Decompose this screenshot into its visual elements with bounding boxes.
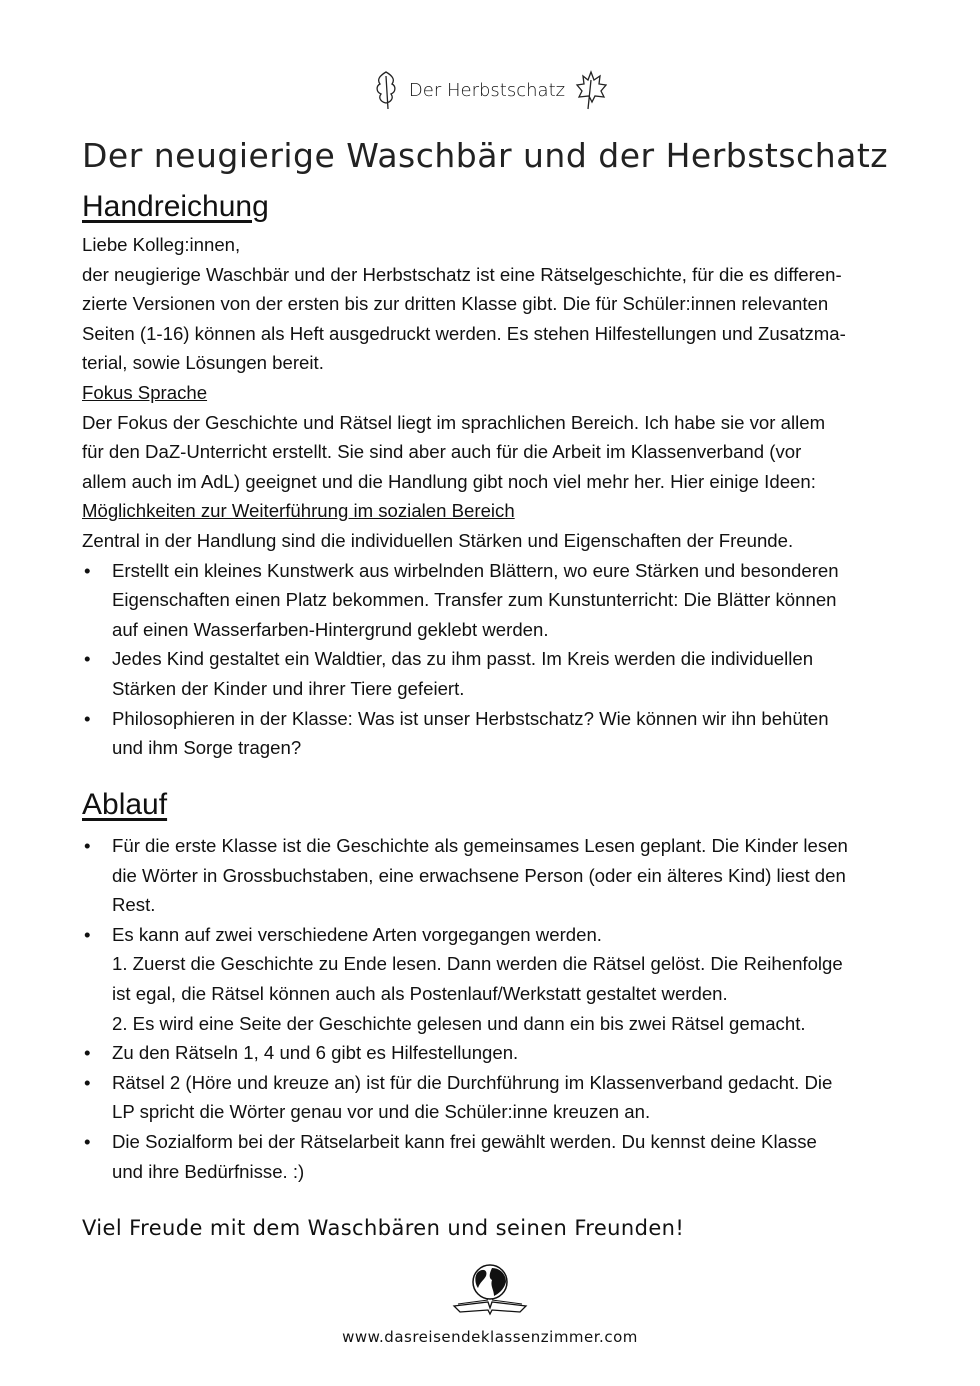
text-line: 2. Es wird eine Seite der Geschichte gelesen und dann ein bis zwei Rätsel gemacht. xyxy=(112,1012,806,1034)
text-line: LP spricht die Wörter genau vor und die Schüler:inne kreuzen an. xyxy=(112,1101,651,1123)
text-line: auf einen Wasserfarben-Hintergrund geklebt werden. xyxy=(112,618,549,640)
maple-leaf-icon xyxy=(575,70,607,110)
text-line: zierte Versionen von der ersten bis zur dritten Klasse gibt. Die für Schüler:innen relevanten xyxy=(82,293,829,315)
text-line: • Die Sozialform bei der Rätselarbeit kann frei gewählt werden. Du kennst deine Klasse xyxy=(112,1130,817,1152)
subheading-fokus: Fokus Sprache xyxy=(82,381,208,403)
closing-line: Viel Freude mit dem Waschbären und seinen Freunden! xyxy=(82,1216,685,1240)
heading-handreichung: Handreichung xyxy=(82,190,269,223)
text-line: terial, sowie Lösungen bereit. xyxy=(82,352,324,374)
text-line: • Für die erste Klasse ist die Geschichte als gemeinsames Lesen geplant. Die Kinder lesen xyxy=(112,835,848,856)
greeting: Liebe Kolleg:innen, xyxy=(82,234,241,255)
text-line: Eigenschaften einen Platz bekommen. Transfer zum Kunstunterricht: Die Blätter können xyxy=(112,589,837,611)
text-line: die Wörter in Grossbuchstaben, eine erwachsene Person (oder ein älteres Kind) liest den xyxy=(112,864,846,886)
heading-ablauf: Ablauf xyxy=(82,788,168,821)
list-item xyxy=(82,704,902,763)
list-item xyxy=(82,920,902,1038)
text-line: • Zu den Rätseln 1, 4 und 6 gibt es Hilfestellungen. xyxy=(112,1042,519,1064)
text-line: Rest. xyxy=(112,894,156,916)
header-label: Der Herbstschatz xyxy=(408,79,566,101)
list-item xyxy=(82,831,902,920)
text-line: • Rätsel 2 (Höre und kreuze an) ist für die Durchführung im Klassenverband gedacht. Die xyxy=(112,1071,833,1093)
page-title: Der neugierige Waschbär und der Herbstschatz xyxy=(82,136,889,175)
subheading-social: Möglichkeiten zur Weiterführung im sozialen Bereich xyxy=(82,500,515,522)
list-item xyxy=(82,556,902,645)
website-url: www.dasreisendeklassenzimmer.com xyxy=(342,1328,638,1346)
list-item xyxy=(82,1038,902,1068)
text-line: Seiten (1-16) können als Heft ausgedruckt werden. Es stehen Hilfestellungen und Zusatzma- xyxy=(82,322,846,344)
social-intro: Zentral in der Handlung sind die individuellen Stärken und Eigenschaften der Freunde. xyxy=(82,529,794,551)
list-item xyxy=(82,1068,902,1127)
text-line: und ihre Bedürfnisse. :) xyxy=(112,1160,305,1182)
section-handreichung xyxy=(82,230,902,763)
page-header xyxy=(0,70,980,110)
text-line: und ihm Sorge tragen? xyxy=(112,737,302,759)
text-line: 1. Zuerst die Geschichte zu Ende lesen. Dann werden die Rätsel gelöst. Die Reihenfolge xyxy=(112,953,843,975)
text-line: der neugierige Waschbär und der Herbstschatz ist eine Rätselgeschichte, für die es differen- xyxy=(82,263,842,285)
text-line: • Es kann auf zwei verschiedene Arten vorgegangen werden. xyxy=(112,923,602,945)
text-line: • Jedes Kind gestaltet ein Waldtier, das zu ihm passt. Im Kreis werden die individuellen xyxy=(112,648,814,670)
list-item xyxy=(82,644,902,703)
text-line: Stärken der Kinder und ihrer Tiere gefeiert. xyxy=(112,677,465,699)
oak-leaf-icon xyxy=(373,70,399,110)
list-item xyxy=(82,1127,902,1186)
intro-paragraph xyxy=(82,260,902,378)
text-line: Der Fokus der Geschichte und Rätsel liegt im sprachlichen Bereich. Ich habe sie vor allem xyxy=(82,411,826,433)
text-line: • Erstellt ein kleines Kunstwerk aus wirbelnden Blättern, wo eure Stärken und besonderen xyxy=(112,559,839,581)
text-line: für den DaZ-Unterricht erstellt. Sie sind aber auch für die Arbeit im Klassenverband (vor xyxy=(82,441,802,463)
text-line: • Philosophieren in der Klasse: Was ist unser Herbstschatz? Wie können wir ihn behüten xyxy=(112,707,829,729)
globe-book-logo-icon xyxy=(450,1262,530,1318)
focus-paragraph xyxy=(82,408,902,497)
section-ablauf xyxy=(82,831,902,1186)
text-line: ist egal, die Rätsel können auch als Postenlauf/Werkstatt gestaltet werden. xyxy=(112,982,728,1004)
text-line: allem auch im AdL) geeignet und die Handlung gibt noch viel mehr her. Hier einige Ideen: xyxy=(82,470,816,492)
